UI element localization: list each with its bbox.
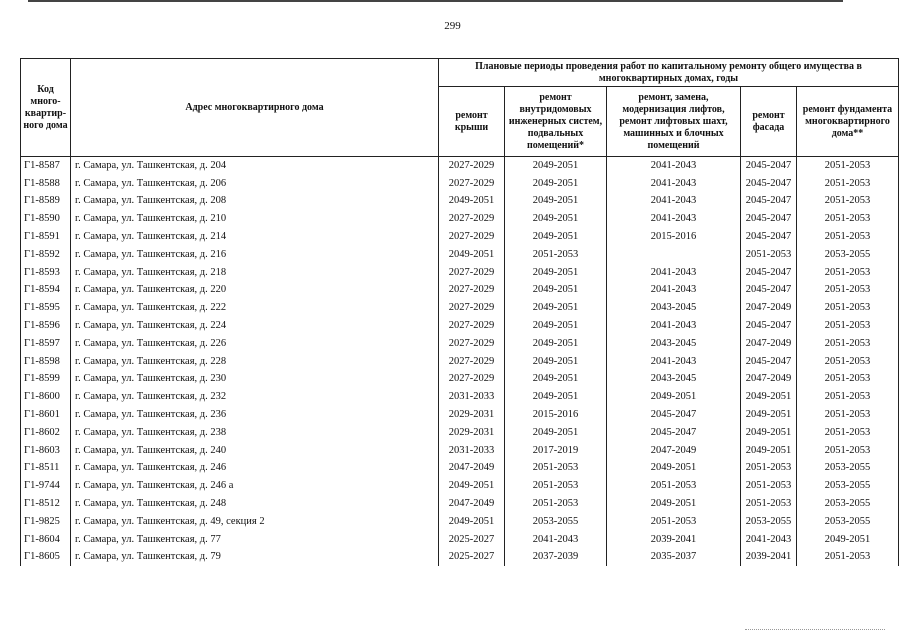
cell-code: Г1-8592	[21, 245, 71, 263]
cell-elevators	[607, 245, 741, 263]
cell-engineering-systems: 2015-2016	[505, 406, 607, 424]
cell-code: Г1-8603	[21, 441, 71, 459]
table-row	[21, 174, 899, 192]
cell-foundation: 2053-2055	[797, 512, 899, 530]
cell-elevators: 2041-2043	[607, 317, 741, 335]
cell-facade: 2047-2049	[741, 370, 797, 388]
cell-roof: 2025-2027	[439, 548, 505, 566]
cell-roof: 2027-2029	[439, 352, 505, 370]
cell-foundation: 2053-2055	[797, 477, 899, 495]
cell-code: Г1-8589	[21, 192, 71, 210]
cell-code: Г1-8604	[21, 530, 71, 548]
cell-facade: 2049-2051	[741, 423, 797, 441]
cell-address: г. Самара, ул. Ташкентская, д. 218	[71, 263, 439, 281]
cell-elevators: 2043-2045	[607, 299, 741, 317]
cell-engineering-systems: 2049-2051	[505, 388, 607, 406]
cell-facade: 2051-2053	[741, 477, 797, 495]
cell-foundation: 2051-2053	[797, 263, 899, 281]
cell-address: г. Самара, ул. Ташкентская, д. 206	[71, 174, 439, 192]
cell-roof: 2047-2049	[439, 459, 505, 477]
cell-elevators: 2049-2051	[607, 459, 741, 477]
table-row	[21, 423, 899, 441]
header-address: Адрес многоквартирного дома	[71, 59, 439, 157]
table-row	[21, 192, 899, 210]
header-roof: ремонт крыши	[439, 87, 505, 157]
cell-engineering-systems: 2049-2051	[505, 263, 607, 281]
cell-address: г. Самара, ул. Ташкентская, д. 222	[71, 299, 439, 317]
cell-address: г. Самара, ул. Ташкентская, д. 204	[71, 157, 439, 175]
cell-elevators: 2041-2043	[607, 263, 741, 281]
cell-facade: 2045-2047	[741, 157, 797, 175]
cell-foundation: 2053-2055	[797, 245, 899, 263]
table-row	[21, 245, 899, 263]
cell-address: г. Самара, ул. Ташкентская, д. 246 а	[71, 477, 439, 495]
cell-engineering-systems: 2037-2039	[505, 548, 607, 566]
bottom-dotted-mark	[745, 629, 885, 631]
cell-engineering-systems: 2049-2051	[505, 423, 607, 441]
cell-foundation: 2051-2053	[797, 352, 899, 370]
table-row	[21, 334, 899, 352]
cell-elevators: 2045-2047	[607, 423, 741, 441]
cell-roof: 2027-2029	[439, 228, 505, 246]
table-row	[21, 441, 899, 459]
header-engineering-systems: ремонт внутридомовых инженерных систем, подвальных помещений*	[505, 87, 607, 157]
cell-facade: 2047-2049	[741, 299, 797, 317]
cell-address: г. Самара, ул. Ташкентская, д. 226	[71, 334, 439, 352]
cell-code: Г1-8511	[21, 459, 71, 477]
cell-foundation: 2051-2053	[797, 174, 899, 192]
cell-code: Г1-8588	[21, 174, 71, 192]
cell-address: г. Самара, ул. Ташкентская, д. 214	[71, 228, 439, 246]
cell-engineering-systems: 2051-2053	[505, 245, 607, 263]
cell-facade: 2051-2053	[741, 459, 797, 477]
cell-elevators: 2043-2045	[607, 370, 741, 388]
header-code: Код много-квартир-ного дома	[21, 59, 71, 157]
cell-address: г. Самара, ул. Ташкентская, д. 236	[71, 406, 439, 424]
cell-roof: 2027-2029	[439, 263, 505, 281]
cell-foundation: 2051-2053	[797, 441, 899, 459]
cell-engineering-systems: 2049-2051	[505, 317, 607, 335]
cell-foundation: 2051-2053	[797, 548, 899, 566]
cell-elevators: 2041-2043	[607, 281, 741, 299]
table-row	[21, 352, 899, 370]
cell-address: г. Самара, ул. Ташкентская, д. 230	[71, 370, 439, 388]
cell-engineering-systems: 2049-2051	[505, 157, 607, 175]
cell-address: г. Самара, ул. Ташкентская, д. 248	[71, 495, 439, 513]
table-row	[21, 459, 899, 477]
cell-facade: 2047-2049	[741, 334, 797, 352]
cell-code: Г1-8600	[21, 388, 71, 406]
cell-facade: 2039-2041	[741, 548, 797, 566]
cell-elevators: 2049-2051	[607, 388, 741, 406]
cell-engineering-systems: 2049-2051	[505, 210, 607, 228]
cell-engineering-systems: 2049-2051	[505, 228, 607, 246]
cell-code: Г1-8596	[21, 317, 71, 335]
cell-engineering-systems: 2049-2051	[505, 352, 607, 370]
cell-foundation: 2051-2053	[797, 423, 899, 441]
cell-code: Г1-8512	[21, 495, 71, 513]
cell-engineering-systems: 2049-2051	[505, 192, 607, 210]
cell-elevators: 2051-2053	[607, 512, 741, 530]
cell-facade: 2045-2047	[741, 228, 797, 246]
cell-foundation: 2051-2053	[797, 192, 899, 210]
table-row	[21, 370, 899, 388]
table-row	[21, 406, 899, 424]
table-row	[21, 512, 899, 530]
cell-roof: 2029-2031	[439, 406, 505, 424]
cell-facade: 2053-2055	[741, 512, 797, 530]
cell-address: г. Самара, ул. Ташкентская, д. 79	[71, 548, 439, 566]
table-row	[21, 210, 899, 228]
cell-roof: 2027-2029	[439, 317, 505, 335]
cell-roof: 2027-2029	[439, 157, 505, 175]
table-row	[21, 548, 899, 566]
header-elevators: ремонт, замена, модернизация лифтов, ремонт лифтовых шахт, машинных и блочных помещений	[607, 87, 741, 157]
cell-engineering-systems: 2049-2051	[505, 370, 607, 388]
table-row	[21, 263, 899, 281]
cell-foundation: 2051-2053	[797, 299, 899, 317]
cell-roof: 2027-2029	[439, 174, 505, 192]
cell-roof: 2027-2029	[439, 370, 505, 388]
table-row	[21, 157, 899, 175]
cell-engineering-systems: 2049-2051	[505, 281, 607, 299]
cell-roof: 2049-2051	[439, 477, 505, 495]
cell-elevators: 2051-2053	[607, 477, 741, 495]
cell-facade: 2045-2047	[741, 281, 797, 299]
table-row	[21, 317, 899, 335]
cell-foundation: 2053-2055	[797, 459, 899, 477]
cell-elevators: 2041-2043	[607, 174, 741, 192]
cell-roof: 2047-2049	[439, 495, 505, 513]
cell-address: г. Самара, ул. Ташкентская, д. 232	[71, 388, 439, 406]
cell-elevators: 2043-2045	[607, 334, 741, 352]
header-planned-periods: Плановые периоды проведения работ по капитальному ремонту общего имущества в многоквартирных домах, годы	[439, 59, 899, 87]
cell-address: г. Самара, ул. Ташкентская, д. 208	[71, 192, 439, 210]
cell-foundation: 2051-2053	[797, 281, 899, 299]
cell-code: Г1-8598	[21, 352, 71, 370]
page-number: 299	[444, 20, 461, 32]
cell-roof: 2031-2033	[439, 441, 505, 459]
cell-elevators: 2041-2043	[607, 157, 741, 175]
cell-roof: 2025-2027	[439, 530, 505, 548]
cell-foundation: 2051-2053	[797, 334, 899, 352]
cell-elevators: 2041-2043	[607, 210, 741, 228]
cell-code: Г1-8593	[21, 263, 71, 281]
cell-foundation: 2051-2053	[797, 388, 899, 406]
cell-address: г. Самара, ул. Ташкентская, д. 49, секция 2	[71, 512, 439, 530]
cell-address: г. Самара, ул. Ташкентская, д. 246	[71, 459, 439, 477]
table-row	[21, 388, 899, 406]
cell-code: Г1-8594	[21, 281, 71, 299]
cell-engineering-systems: 2049-2051	[505, 299, 607, 317]
cell-elevators: 2049-2051	[607, 495, 741, 513]
cell-elevators: 2035-2037	[607, 548, 741, 566]
cell-code: Г1-9744	[21, 477, 71, 495]
cell-roof: 2027-2029	[439, 281, 505, 299]
cell-roof: 2049-2051	[439, 192, 505, 210]
cell-address: г. Самара, ул. Ташкентская, д. 240	[71, 441, 439, 459]
table-body	[21, 157, 899, 566]
cell-engineering-systems: 2053-2055	[505, 512, 607, 530]
cell-elevators: 2041-2043	[607, 352, 741, 370]
cell-code: Г1-8591	[21, 228, 71, 246]
cell-roof: 2027-2029	[439, 334, 505, 352]
cell-engineering-systems: 2051-2053	[505, 495, 607, 513]
cell-facade: 2051-2053	[741, 495, 797, 513]
repair-schedule-table	[20, 58, 899, 566]
cell-code: Г1-8601	[21, 406, 71, 424]
cell-address: г. Самара, ул. Ташкентская, д. 77	[71, 530, 439, 548]
cell-elevators: 2045-2047	[607, 406, 741, 424]
cell-facade: 2051-2053	[741, 245, 797, 263]
cell-engineering-systems: 2041-2043	[505, 530, 607, 548]
cell-facade: 2049-2051	[741, 441, 797, 459]
table-row	[21, 495, 899, 513]
cell-engineering-systems: 2049-2051	[505, 174, 607, 192]
cell-foundation: 2051-2053	[797, 370, 899, 388]
cell-elevators: 2041-2043	[607, 192, 741, 210]
table-row	[21, 477, 899, 495]
cell-code: Г1-8602	[21, 423, 71, 441]
cell-address: г. Самара, ул. Ташкентская, д. 216	[71, 245, 439, 263]
cell-roof: 2029-2031	[439, 423, 505, 441]
cell-engineering-systems: 2051-2053	[505, 459, 607, 477]
cell-elevators: 2039-2041	[607, 530, 741, 548]
table-header	[21, 59, 899, 157]
cell-address: г. Самара, ул. Ташкентская, д. 238	[71, 423, 439, 441]
header-facade: ремонт фасада	[741, 87, 797, 157]
cell-code: Г1-8597	[21, 334, 71, 352]
cell-foundation: 2051-2053	[797, 406, 899, 424]
cell-engineering-systems: 2049-2051	[505, 334, 607, 352]
cell-roof: 2031-2033	[439, 388, 505, 406]
cell-foundation: 2049-2051	[797, 530, 899, 548]
cell-code: Г1-8599	[21, 370, 71, 388]
cell-facade: 2049-2051	[741, 406, 797, 424]
cell-facade: 2045-2047	[741, 317, 797, 335]
cell-code: Г1-9825	[21, 512, 71, 530]
cell-facade: 2045-2047	[741, 174, 797, 192]
cell-roof: 2049-2051	[439, 512, 505, 530]
cell-elevators: 2047-2049	[607, 441, 741, 459]
cell-engineering-systems: 2051-2053	[505, 477, 607, 495]
cell-roof: 2027-2029	[439, 299, 505, 317]
cell-facade: 2041-2043	[741, 530, 797, 548]
table-row	[21, 228, 899, 246]
cell-code: Г1-8590	[21, 210, 71, 228]
cell-code: Г1-8605	[21, 548, 71, 566]
cell-foundation: 2051-2053	[797, 317, 899, 335]
cell-facade: 2045-2047	[741, 210, 797, 228]
cell-facade: 2045-2047	[741, 263, 797, 281]
cell-facade: 2045-2047	[741, 352, 797, 370]
table-row	[21, 281, 899, 299]
cell-foundation: 2051-2053	[797, 210, 899, 228]
cell-roof: 2027-2029	[439, 210, 505, 228]
cell-address: г. Самара, ул. Ташкентская, д. 220	[71, 281, 439, 299]
cell-facade: 2045-2047	[741, 192, 797, 210]
cell-address: г. Самара, ул. Ташкентская, д. 224	[71, 317, 439, 335]
top-rule	[28, 0, 843, 2]
cell-engineering-systems: 2017-2019	[505, 441, 607, 459]
cell-foundation: 2051-2053	[797, 228, 899, 246]
cell-code: Г1-8595	[21, 299, 71, 317]
cell-foundation: 2051-2053	[797, 157, 899, 175]
header-foundation: ремонт фундамента многоквартирного дома**	[797, 87, 899, 157]
table-row	[21, 299, 899, 317]
cell-facade: 2049-2051	[741, 388, 797, 406]
cell-code: Г1-8587	[21, 157, 71, 175]
table-row	[21, 530, 899, 548]
cell-address: г. Самара, ул. Ташкентская, д. 228	[71, 352, 439, 370]
cell-foundation: 2053-2055	[797, 495, 899, 513]
cell-elevators: 2015-2016	[607, 228, 741, 246]
cell-roof: 2049-2051	[439, 245, 505, 263]
cell-address: г. Самара, ул. Ташкентская, д. 210	[71, 210, 439, 228]
